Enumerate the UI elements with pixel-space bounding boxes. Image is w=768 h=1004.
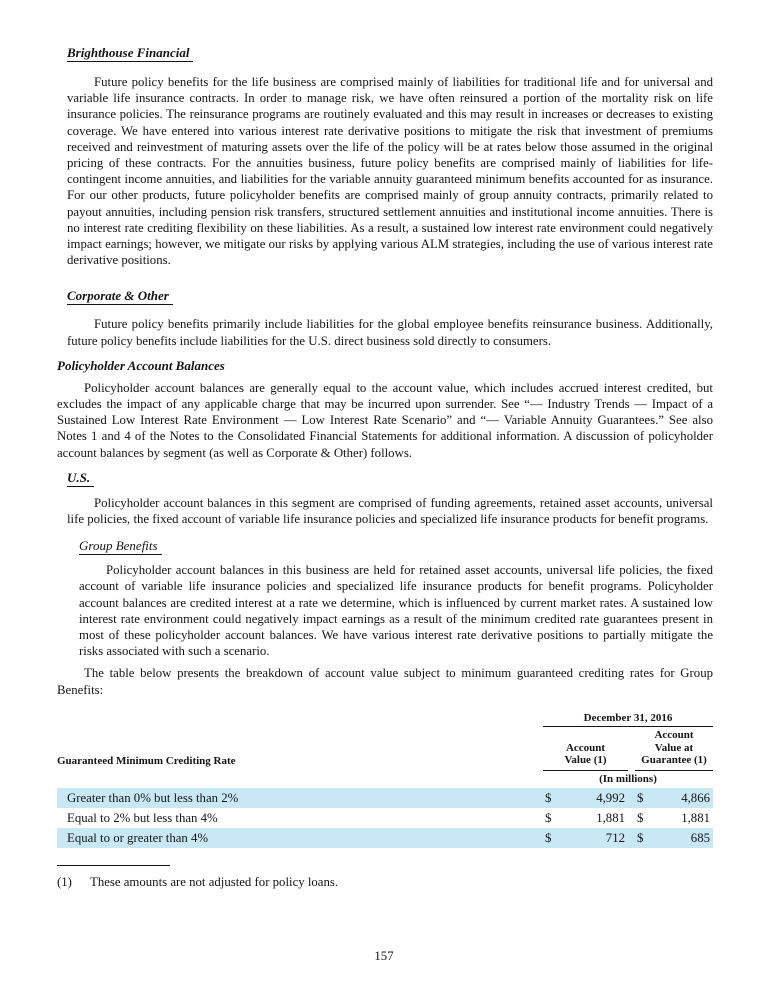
footnote-text: These amounts are not adjusted for policy loans.: [90, 875, 339, 890]
table-row: Equal to 2% but less than 4% $ 1,881 $ 1,881: [67, 810, 710, 825]
table-column-headers: [57, 729, 713, 771]
table-row-axis-header: Guaranteed Minimum Crediting Rate: [57, 755, 236, 768]
crediting-rate-table: [57, 712, 713, 848]
heading-group-benefits: Group Benefits: [79, 538, 713, 555]
paragraph-corporate-other: Future policy benefits primarily include liabilities for the global employee benefits reinsurance business. Additionally, future policy benefits include liabilities for the U.S. direct business sold directly to consumers.: [67, 317, 713, 348]
paragraph-brighthouse: Future policy benefits for the life business are comprised mainly of liabilities for traditional life and for universal and variable life insurance contracts. In order to manage risk, we have often reinsured a portion of the mortality risk on life insurance policies. The reinsurance programs are routinely evaluated and this may result in increases or decreases to existing coverage. We have entered into various interest rate derivative positions to mitigate the risk that investment of premiums received and reinvestment of maturing assets over the life of the policy will be at rates below those assumed in the original pricing of these contracts. For the annuities business, future policy benefits are comprised mainly of liabilities for life-contingent income annuities, and liabilities for the variable annuity guaranteed minimum benefits accounted for as insurance. For our other products, future policyholder benefits are comprised mainly of group annuity contracts, primarily related to payout annuities, including pension risk transfers, structured settlement annuities and institutional income annuities. There is no interest rate crediting flexibility on these liabilities. As a result, a sustained low interest rate environment could negatively impact earnings; however, we mitigate our risks by applying various ALM strategies, including the use of various interest rate derivative positions.: [67, 75, 713, 268]
currency-symbol: $: [637, 790, 644, 805]
column-header-account-value: Account Value (1): [543, 742, 628, 772]
heading-corporate-other: Corporate & Other: [67, 288, 713, 305]
footnote-marker: (1): [57, 875, 72, 890]
section-brighthouse: [67, 45, 713, 268]
currency-symbol: $: [637, 830, 644, 845]
section-corporate-other: [67, 288, 713, 348]
table-date-header: December 31, 2016: [583, 711, 673, 724]
cell-value-at-guarantee: 4,866: [681, 790, 710, 805]
cell-account-value: 4,992: [596, 790, 625, 805]
column-header-account-value-at-guarantee: Account Value at Guarantee (1): [635, 729, 713, 771]
heading-us: U.S.: [67, 470, 713, 487]
section-group-benefits: [79, 538, 713, 659]
page-number: 157: [374, 949, 394, 963]
table-row: Greater than 0% but less than 2% $ 4,992 $ 4,866: [57, 788, 713, 808]
heading-brighthouse-financial: Brighthouse Financial: [67, 45, 713, 62]
footnote-divider: [57, 865, 170, 866]
cell-account-value: 1,881: [596, 810, 625, 825]
cell-value-at-guarantee: 685: [690, 830, 710, 845]
cell-value-at-guarantee: 1,881: [681, 810, 710, 825]
currency-symbol: $: [545, 830, 552, 845]
currency-symbol: $: [637, 810, 644, 825]
paragraph-table-intro: The table below presents the breakdown of account value subject to minimum guaranteed crediting rates for Group Benefits:: [57, 666, 713, 697]
table-row: Equal to or greater than 4% $ 712 $ 685: [57, 828, 713, 848]
section-policyholder-account-balances: [57, 358, 713, 461]
table-date-header-row: [57, 712, 713, 727]
paragraph-policyholder-account-balances: Policyholder account balances are generally equal to the account value, which includes accrued interest credited, but excludes the impact of any applicable charge that may be incurred upon surrender. See “— Industry Trends — Impact of a Sustained Low Interest Rate Environment — Low Interest Rate Scenario” and “— Variable Annuity Guarantees.” See also Notes 1 and 4 of the Notes to the Consolidated Financial Statements for additional information. A discussion of policyholder account balances by segment (as well as Corporate & Other) follows.: [57, 380, 713, 460]
currency-symbol: $: [545, 810, 552, 825]
currency-symbol: $: [545, 790, 552, 805]
heading-policyholder-account-balances: Policyholder Account Balances: [57, 357, 225, 373]
cell-account-value: 712: [605, 830, 625, 845]
paragraph-us: Policyholder account balances in this segment are comprised of funding agreements, retained asset accounts, universal life policies, the fixed account of variable life insurance policies and specialized life insurance products for benefit programs.: [67, 495, 713, 527]
footnote: [57, 874, 713, 890]
paragraph-group-benefits: Policyholder account balances in this business are held for retained asset accounts, universal life policies, the fixed account of variable life insurance policies and specialized life insurance products for benefit programs. Policyholder account balances are credited interest at a rate we determine, which is influenced by current market rates. A sustained low interest rate environment could negatively impact earnings as a result of the minimum credited rate guarantees present in most of these policyholder account balances. We have various interest rate derivative positions to partially mitigate the risks associated with such a scenario.: [79, 563, 713, 659]
table-units-note: (In millions): [599, 773, 657, 786]
section-us: [67, 470, 713, 527]
